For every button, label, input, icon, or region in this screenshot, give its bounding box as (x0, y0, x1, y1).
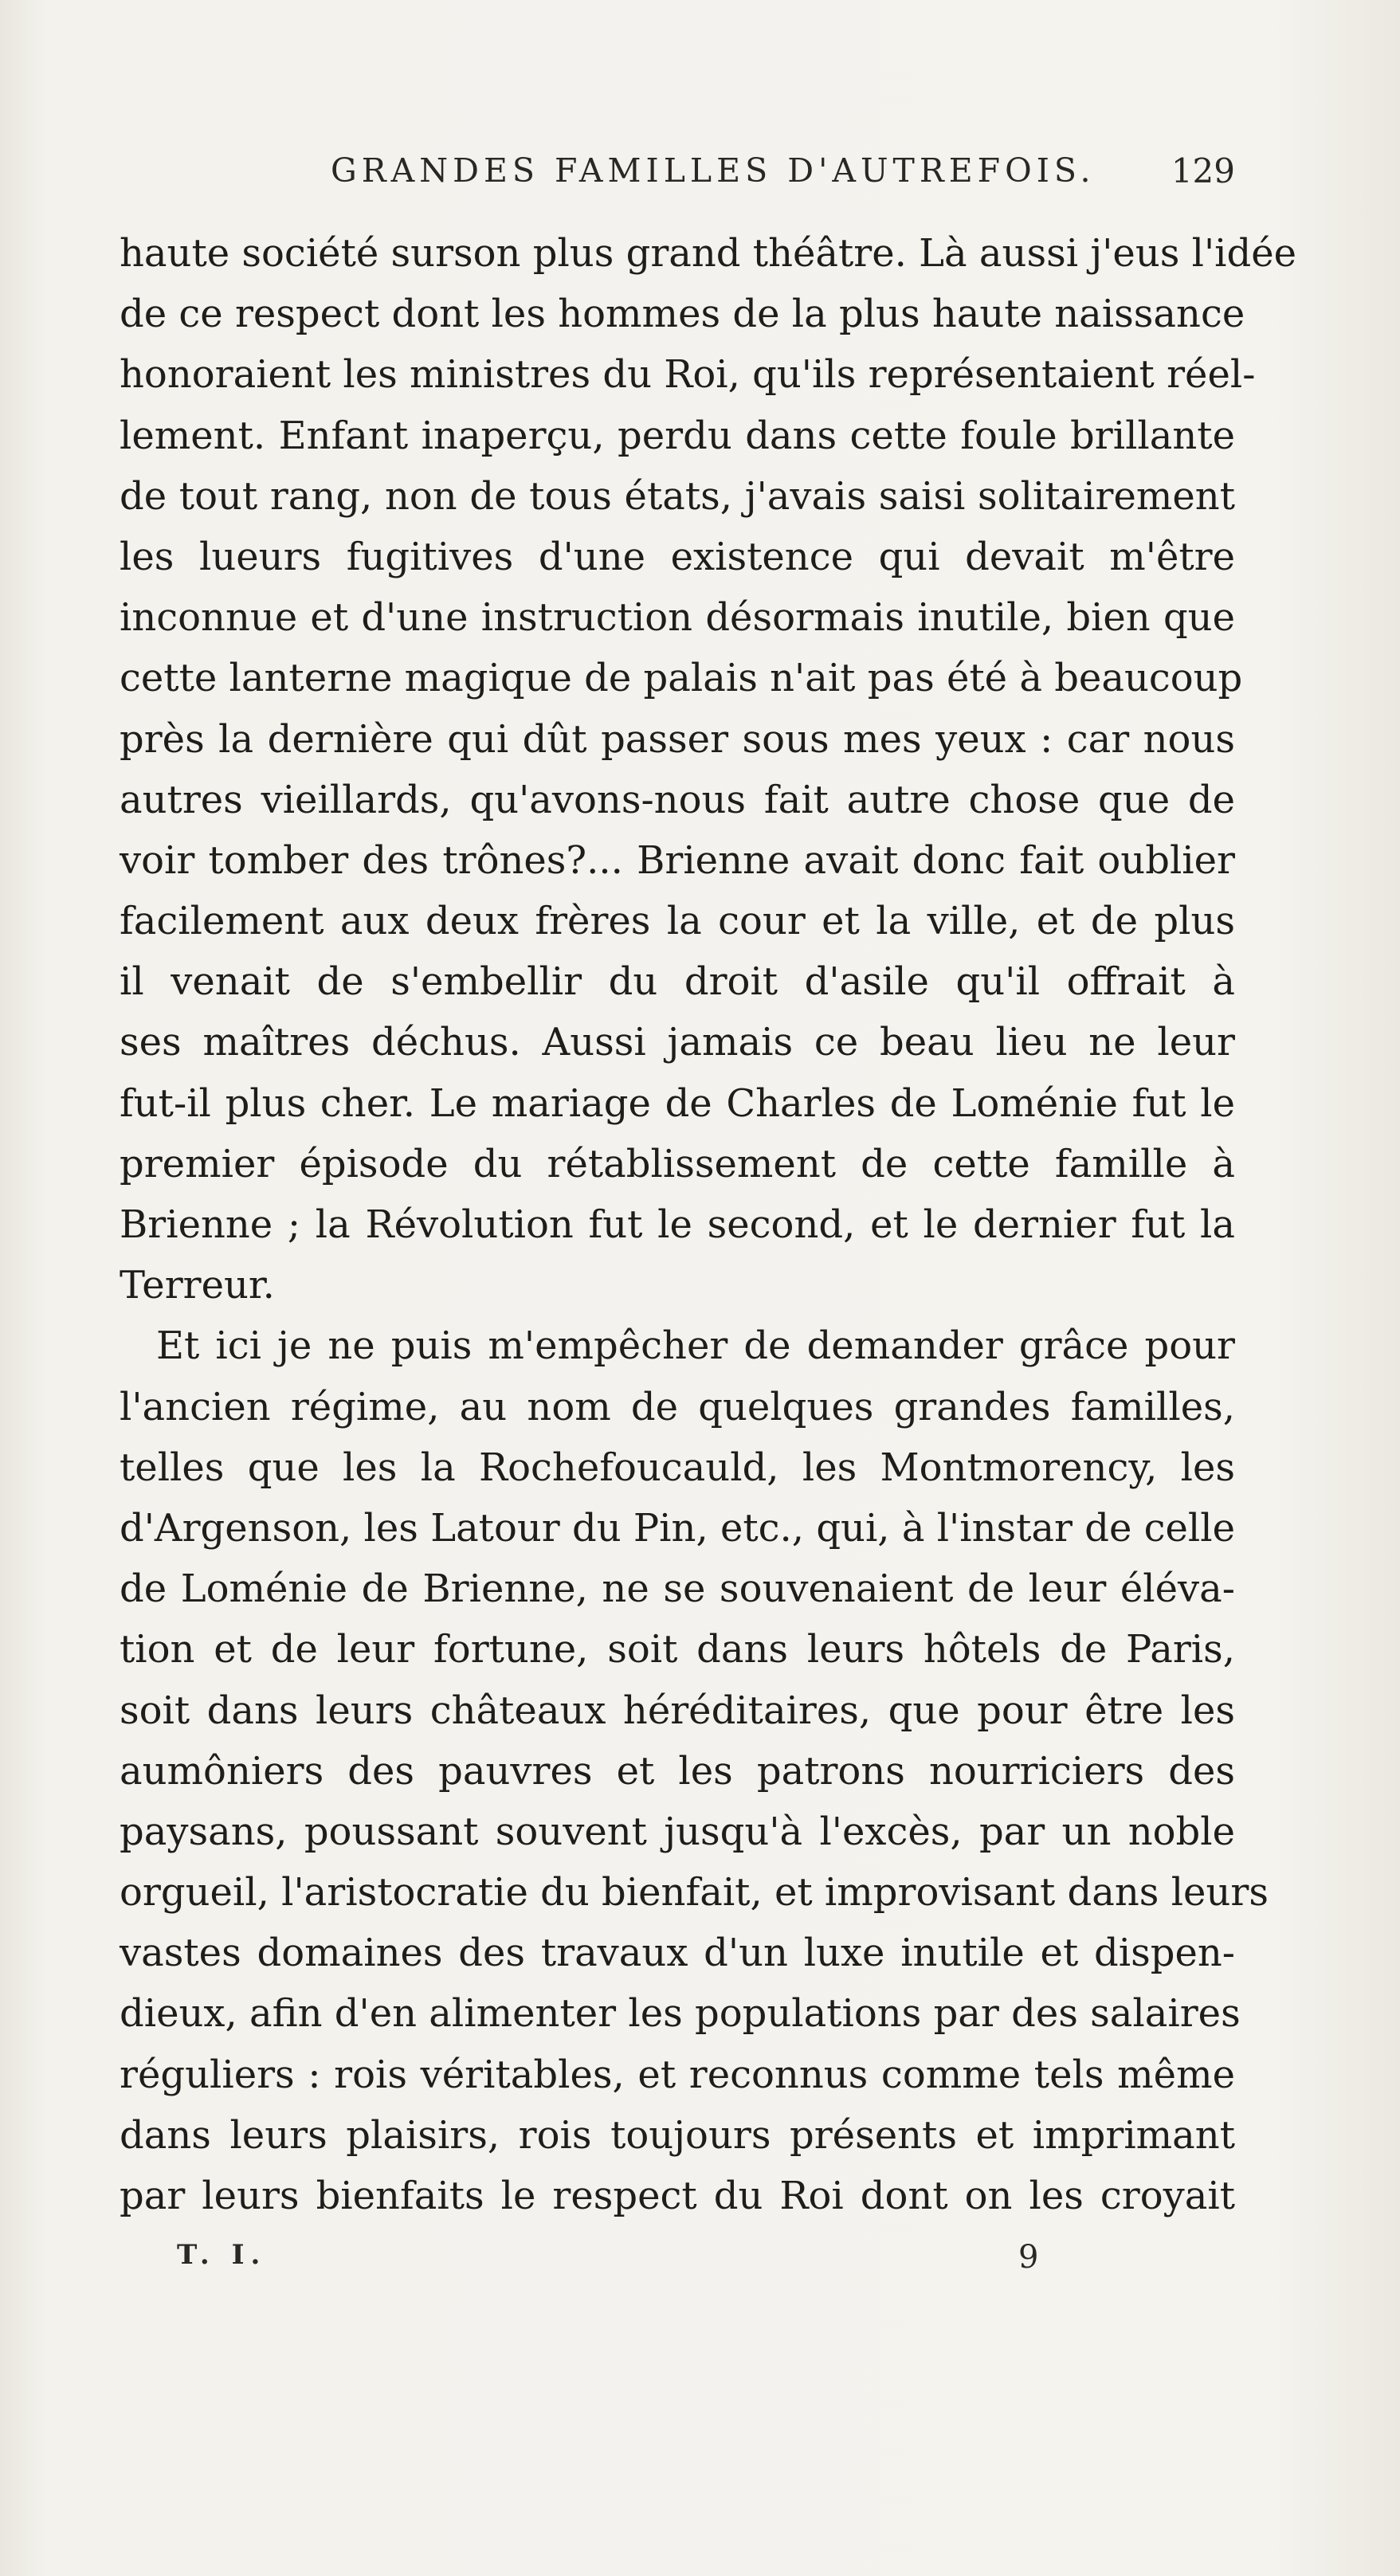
text-line: fut-il plus cher. Le mariage de Charles de Loménie fut le (120, 1080, 1235, 1126)
body-text (120, 223, 1297, 2226)
text-line: paysans, poussant souvent jusqu'à l'excès, par un noble (120, 1809, 1235, 1854)
text-line: lement. Enfant inaperçu, perdu dans cette foule brillante (120, 413, 1235, 458)
text-line: haute société surson plus grand théâtre. Là aussi j'eus l'idée (120, 231, 1297, 276)
paragraph-end-line: Terreur. (120, 1263, 275, 1308)
text-line: près la dernière qui dût passer sous mes yeux : car nous (120, 716, 1235, 762)
text-line: autres vieillards, qu'avons-nous fait autre chose que de (120, 777, 1235, 822)
text-line: cette lanterne magique de palais n'ait pas été à beaucoup (120, 656, 1243, 701)
text-line: voir tomber des trônes?... Brienne avait donc fait oublier (120, 837, 1235, 883)
text-line: il venait de s'embellir du droit d'asile qu'il offrait à (120, 959, 1235, 1005)
page-footer (120, 2239, 1243, 2287)
text-line: tion et de leur fortune, soit dans leurs hôtels de Paris, (120, 1627, 1235, 1672)
text-line: par leurs bienfaits le respect du Roi dont on les croyait (120, 2174, 1235, 2218)
text-line: telles que les la Rochefoucauld, les Montmorency, les (120, 1445, 1235, 1490)
text-line: aumôniers des pauvres et les patrons nourriciers des (120, 1748, 1235, 1794)
text-line: orgueil, l'aristocratie du bienfait, et improvisant dans leurs (120, 1870, 1269, 1915)
running-head (120, 151, 1243, 199)
text-line: les lueurs fugitives d'une existence qui devait m'être (120, 534, 1235, 579)
text-line: dieux, afin d'en alimenter les populations par des salaires (120, 1991, 1241, 2037)
text-line: de Loménie de Brienne, ne se souvenaient de leur éléva- (120, 1566, 1235, 1612)
text-line: ses maîtres déchus. Aussi jamais ce beau lieu ne leur (120, 1020, 1235, 1065)
text-line: dans leurs plaisirs, rois toujours présents et imprimant (120, 2112, 1235, 2158)
text-line: honoraient les ministres du Roi, qu'ils représentaient réel- (120, 352, 1256, 398)
page-number: 129 (1171, 151, 1235, 190)
text-line: inconnue et d'une instruction désormais inutile, bien que (120, 595, 1235, 641)
paragraph-start-line: Et ici je ne puis m'empêcher de demander grâce pour (156, 1323, 1235, 1369)
text-line: l'ancien régime, au nom de quelques grandes familles, (120, 1384, 1235, 1429)
text-line: Brienne ; la Révolution fut le second, et le dernier fut la (120, 1202, 1235, 1247)
text-line: réguliers : rois véritables, et reconnus comme tels même (120, 2052, 1235, 2097)
signature-mark: 9 (1018, 2239, 1039, 2276)
running-title: GRANDES FAMILLES D'AUTREFOIS. (331, 151, 1096, 190)
text-line: facilement aux deux frères la cour et la ville, et de plus (120, 899, 1235, 944)
text-line: d'Argenson, les Latour du Pin, etc., qui, à l'instar de celle (120, 1505, 1236, 1551)
text-line: de ce respect dont les hommes de la plus haute naissance (120, 292, 1245, 337)
text-line: premier épisode du rétablissement de cette famille à (120, 1141, 1235, 1186)
text-line: vastes domaines des travaux d'un luxe inutile et dispen- (120, 1931, 1235, 1976)
text-line: soit dans leurs châteaux héréditaires, que pour être les (120, 1688, 1235, 1733)
volume-mark: T. I. (177, 2239, 267, 2271)
text-line: de tout rang, non de tous états, j'avais saisi solitairement (120, 473, 1235, 519)
